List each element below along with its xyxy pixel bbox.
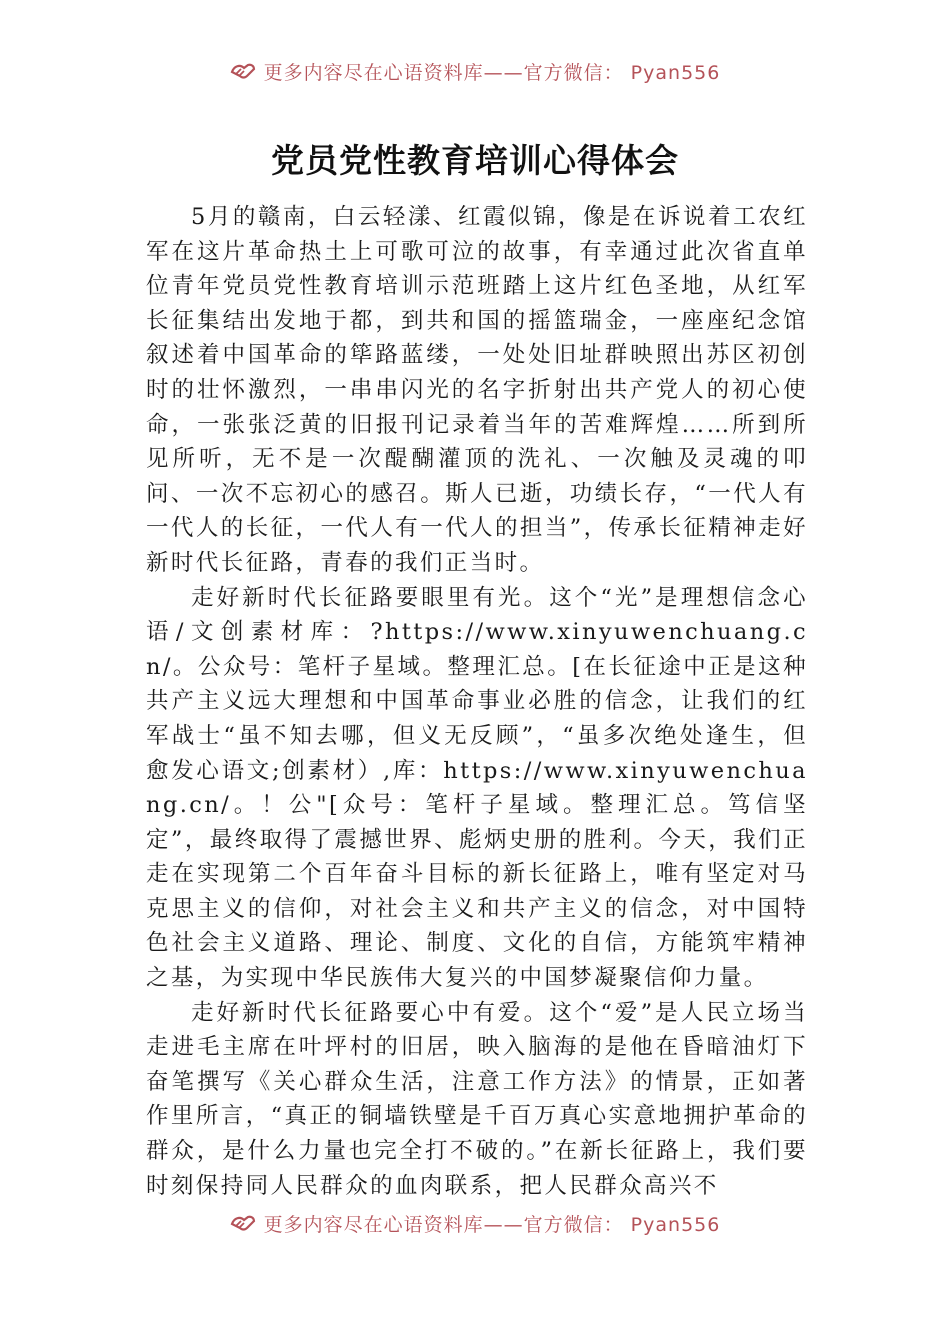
paragraph: 5月的赣南，白云轻漾、红霞似锦，像是在诉说着工农红军在这片革命热土上可歌可泣的故事，有幸通过此次省直单位青年党员党性教育培训示范班踏上这片红色圣地，从红军长征集结出发地于都，到共和国的摇篮瑞金，一座座纪念馆叙述着中国革命的筚路蓝缕，一处处旧址群映照出苏区初创时的壮怀激烈，一串串闪光的名字折射出共产党人的初心使命，一张张泛黄的旧报刊记录着当年的苦难辉煌……所到所见所听，无不是一次醍醐灌顶的洗礼、一次触及灵魂的叩问、一次不忘初心的感召。斯人已逝，功绩长存，“一代人有一代人的长征，一代人有一代人的担当”，传承长征精神走好新时代长征路，青春的我们正当时。 (146, 204, 808, 576)
header-watermark-text: 更多内容尽在心语资料库——官方微信： Pyan556 (263, 61, 721, 84)
paragraph: 走好新时代长征路要心中有爱。这个“爱”是人民立场当走进毛主席在叶坪村的旧居，映入脑海的是他在昏暗油灯下奋笔撰写《关心群众生活，注意工作方法》的情景，正如著作里所言，“真正的铜墙铁壁是千百万真心实意地拥护革命的群众，是什么力量也完全打不破的。”在新长征路上，我们要时刻保持同人民群众的血肉联系，把人民群众高兴不 (146, 999, 808, 1199)
paragraph: 走好新时代长征路要眼里有光。这个“光”是理想信念心语/文创素材库：?https://www.xinyuwenchuang.cn/。公众号：笔杆子星域。整理汇总。[在长征途中正是这种共产主义远大理想和中国革命事业必胜的信念，让我们的红军战士“虽不知去哪，但义无反顾”，“虽多次绝处逢生，但愈发心语文;创素材）,库：https://www.xinyuwenchuang.cn/。！公"[众号：笔杆子星域。整理汇总。笃信坚定”，最终取得了震撼世界、彪炳史册的胜利。今天，我们正走在实现第二个百年奋斗目标的新长征路上，唯有坚定对马克思主义的信仰，对社会主义和共产主义的信念，对中国特色社会主义道路、理论、制度、文化的自信，方能筑牢精神之基，为实现中华民族伟大复兴的中国梦凝聚信仰力量。 (146, 584, 808, 992)
document-title: 党员党性教育培训心得体会 (271, 141, 679, 180)
handshake-logo-icon (230, 60, 256, 82)
header-watermark-banner (0, 56, 950, 86)
footer-watermark-banner (0, 1208, 950, 1238)
document-body (146, 200, 808, 1203)
footer-watermark-text: 更多内容尽在心语资料库——官方微信： Pyan556 (263, 1213, 721, 1236)
handshake-logo-icon (230, 1212, 256, 1234)
